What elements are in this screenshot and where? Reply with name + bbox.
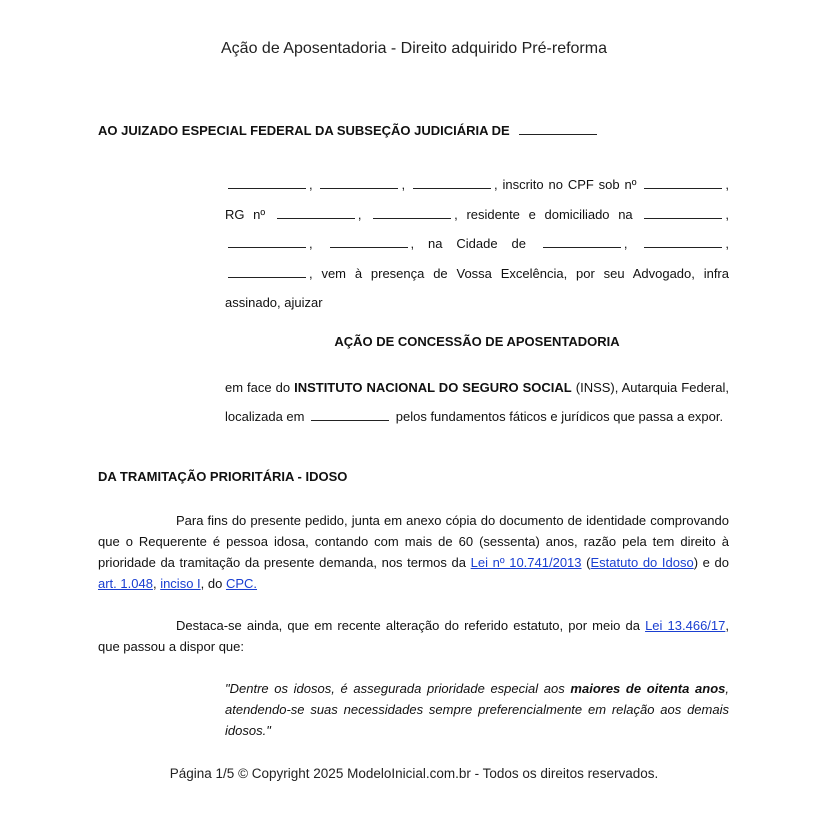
- page-footer: Página 1/5 © Copyright 2025 ModeloInicial.com.br - Todos os direitos reservados.: [169, 766, 659, 781]
- quote-post: , atendendo-se suas necessidades sempre preferencialmente em relação aos demais idosos.": [225, 681, 729, 738]
- do-text: , do: [200, 576, 223, 591]
- blank-name: [228, 177, 306, 189]
- blank-profession: [373, 207, 451, 219]
- residente-label: residente e domiciliado na: [466, 206, 633, 222]
- comma: ,: [152, 576, 157, 591]
- blank-state: [644, 236, 722, 248]
- addressee-text: AO JUIZADO ESPECIAL FEDERAL DA SUBSEÇÃO JUDICIÁRIA DE: [98, 123, 510, 138]
- party-qualification: , , , inscrito no CPF sob nº , RG nº , , residente e domiciliado na , , , na Cidade de , , , vem à presença de Vossa Excelência, por seu Advogado, infra assinado, ajuizar: [225, 177, 729, 310]
- link-cpc[interactable]: CPC.: [225, 576, 258, 591]
- after-estatuto: ) e do: [693, 555, 729, 570]
- blank-location: [311, 409, 389, 421]
- defendant-paragraph: [225, 373, 729, 431]
- blank-marital: [413, 177, 491, 189]
- open-paren: (: [586, 555, 591, 570]
- defendant-mid: (INSS), Autarquia Federal, localizada em: [225, 380, 729, 424]
- blank-district: [330, 236, 408, 248]
- paragraph2-after: , que passou a dispor que:: [98, 618, 729, 654]
- section-heading: DA TRAMITAÇÃO PRIORITÁRIA - IDOSO: [98, 469, 348, 484]
- link-estatuto-idoso[interactable]: Estatuto do Idoso: [590, 555, 694, 570]
- paragraph2-text: Destaca-se ainda, que em recente alteração do referido estatuto, por meio da: [176, 618, 640, 633]
- blank-number: [228, 236, 306, 248]
- defendant-post: pelos fundamentos fáticos e jurídicos que passa a expor.: [395, 409, 724, 424]
- paragraph-prioridade: [98, 510, 729, 594]
- blank-cpf: [644, 177, 722, 189]
- cidade-label: na Cidade de: [428, 236, 526, 251]
- blank-street: [644, 207, 722, 219]
- quote-pre: "Dentre os idosos, é assegurada prioridade especial aos: [225, 681, 565, 696]
- link-lei-13466[interactable]: Lei 13.466/17: [645, 618, 726, 633]
- defendant-entity: INSTITUTO NACIONAL DO SEGURO SOCIAL: [294, 380, 572, 395]
- blank-rg: [277, 207, 355, 219]
- presenca-text: vem à presença de Vossa Excelência, por seu Advogado, infra assinado, ajuizar: [225, 265, 729, 310]
- link-inciso-i[interactable]: inciso I: [160, 576, 201, 591]
- blank-nationality: [320, 177, 398, 189]
- link-art-1048[interactable]: art. 1.048: [98, 576, 153, 591]
- quote-block: [225, 678, 729, 741]
- link-lei-10741[interactable]: Lei nº 10.741/2013: [470, 555, 582, 570]
- defendant-pre: em face do: [225, 380, 291, 395]
- quote-bold: maiores de oitenta anos: [570, 681, 726, 696]
- cpf-label: inscrito no CPF sob nº: [502, 177, 637, 192]
- paragraph-alteracao: [98, 615, 729, 657]
- addressee-line: [98, 123, 600, 138]
- action-title: AÇÃO DE CONCESSÃO DE APOSENTADORIA: [334, 334, 620, 349]
- document-title: Ação de Aposentadoria - Direito adquirido Pré-reforma: [221, 40, 607, 57]
- blank-cep: [228, 266, 306, 278]
- blank-subsecao: [519, 123, 597, 135]
- paragraph1-text: Para fins do presente pedido, junta em anexo cópia do documento de identidade comprovando que o Requerente é pessoa idosa, contando com mais de 60 (sessenta) anos, razão pela tem direito à prioridade da tramitação da presente demanda, nos termos da: [98, 513, 729, 570]
- rg-label: RG nº: [225, 206, 266, 222]
- blank-city: [543, 236, 621, 248]
